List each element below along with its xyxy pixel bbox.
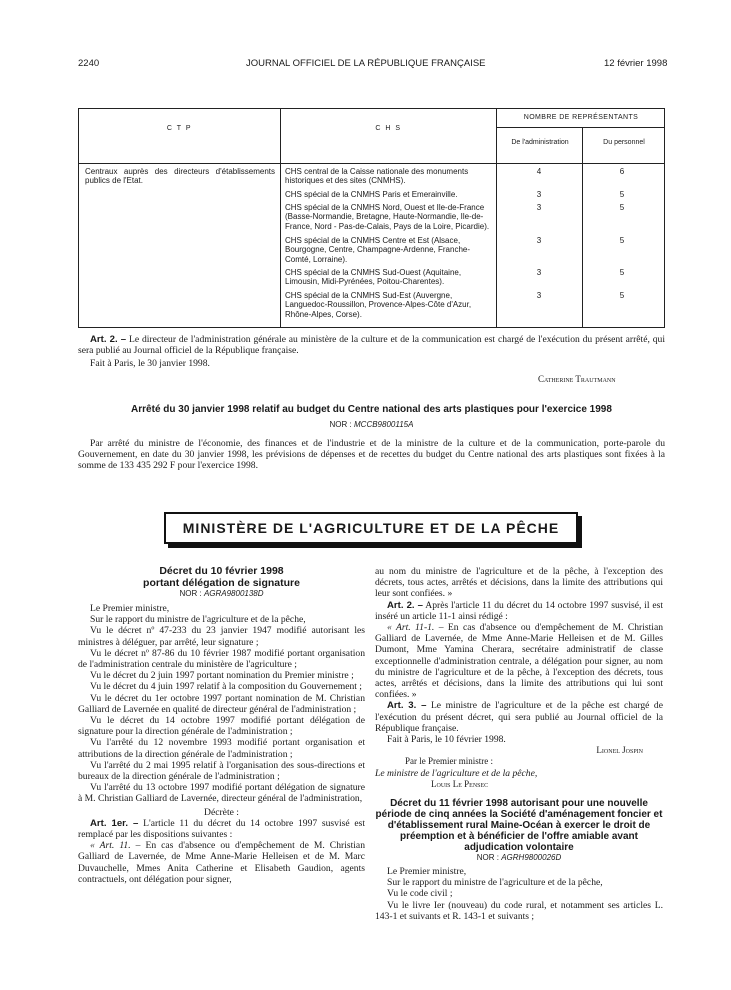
decret1-right-column xyxy=(375,566,663,922)
arrete-nor-label: NOR : xyxy=(329,420,352,429)
decret2-nor xyxy=(375,853,663,862)
decret1-art111-label: « Art. 11-1. – xyxy=(387,622,444,634)
page-number: 2240 xyxy=(78,58,100,69)
representatives-table xyxy=(78,108,665,328)
decret1-art1 xyxy=(78,818,365,840)
decret1-art11 xyxy=(78,840,365,885)
fait-a-paris-1: Fait à Paris, le 30 janvier 1998. xyxy=(90,358,210,369)
decret2-nor-label: NOR : xyxy=(476,853,499,863)
admin-row-5: 3 xyxy=(536,268,542,277)
decret1-art2-label: Art. 2. – xyxy=(387,599,424,611)
signature-jospin: Lionel Jospin xyxy=(596,745,643,756)
art2-culture xyxy=(78,334,665,356)
personnel-row-1: 6 xyxy=(619,167,625,176)
chs-row-2: CHS spécial de la CNMHS Paris et Emerainville. xyxy=(285,190,458,199)
chs-row-6: CHS spécial de la CNMHS Sud-Est (Auvergne, Languedoc-Roussillon, Provence-Alpes-Côte d'Azur, Rhône-Alpes, Corse). xyxy=(285,291,472,319)
header-date: 12 février 1998 xyxy=(604,58,668,69)
par-le-premier-ministre: Par le Premier ministre : xyxy=(405,756,493,767)
decret1-continuation: au nom du ministre de l'agriculture et de la pêche, à l'exception des décrets, tous actes, arrêtés et décisions, dans la limite des attributions qui leur sont confiées. » xyxy=(375,566,663,600)
journal-title: JOURNAL OFFICIEL DE LA RÉPUBLIQUE FRANÇAISE xyxy=(246,58,486,69)
col-header-representants: NOMBRE DE REPRÉSENTANTS xyxy=(523,114,639,121)
admin-row-2: 3 xyxy=(536,190,542,199)
decret1-art3-label: Art. 3. – xyxy=(387,700,427,712)
decret1-art11-label: « Art. 11. – xyxy=(90,840,141,852)
decret1-decrete: Décrète : xyxy=(204,806,239,818)
decret2-para-2: Sur le rapport du ministre de l'agriculture et de la pêche, xyxy=(387,877,603,889)
decret1-para-1: Le Premier ministre, xyxy=(90,603,170,614)
decret2-para-1: Le Premier ministre, xyxy=(387,866,467,878)
decret2-para-3: Vu le code civil ; xyxy=(387,888,453,900)
decret1-para-8: Vu le décret du 14 octobre 1997 modifié portant délégation de signature pour la direction générale de l'administration ; xyxy=(78,715,365,738)
personnel-row-5: 5 xyxy=(619,268,625,277)
decret1-para-3: Vu le décret nº 47-233 du 23 janvier 1947 modifié autorisant les ministres à déléguer, par arrêté, leur signature ; xyxy=(78,625,365,648)
arrete-text: Par arrêté du ministre de l'économie, des finances et de l'industrie et de la ministre de la culture et de la communication, porte-parole du Gouvernement, en date du 30 janvier 1998, les prévisions de dépenses et de recettes du budget du Centre national des arts plastiques sont fixées à la somme de 133 435 292 F pour l'exercice 1998. xyxy=(78,438,665,472)
decret1-para-11: Vu l'arrêté du 13 octobre 1997 modifié portant délégation de signature à M. Christian Galliard de Lavernée, directeur général de l'administration, xyxy=(78,782,365,805)
decret1-nor xyxy=(78,589,365,598)
decret2-para-4: Vu le livre Ier (nouveau) du code rural, et notamment ses articles L. 143-1 et suivants et R. 143-1 et suivants ; xyxy=(375,899,663,922)
signature-trautmann: Catherine Trautmann xyxy=(538,374,616,384)
decret1-title-line1: Décret du 10 février 1998 xyxy=(159,565,284,577)
art2-label: Art. 2. – xyxy=(90,334,127,345)
signature-le-pensec: Louis Le Pensec xyxy=(431,778,489,789)
col-header-chs: C H S xyxy=(375,125,402,132)
arrete-nor xyxy=(78,420,665,429)
chs-row-1: CHS central de la Caisse nationale des monuments historiques et des sites (CNMHS). xyxy=(285,167,469,186)
decret1-art111 xyxy=(375,622,663,700)
decret1-art1-text: L'article 11 du décret du 14 octobre 1997 susvisé est remplacé par les dispositions suivantes : xyxy=(78,817,365,841)
personnel-row-2: 5 xyxy=(619,190,625,199)
admin-row-6: 3 xyxy=(536,291,542,300)
chs-row-3: CHS spécial de la CNMHS Nord, Ouest et Ile-de-France (Basse-Normandie, Bretagne, Haute-Normandie, Ile-de-France, Nord - Pas-de-Calais, Pays de la Loire, Picardie). xyxy=(285,203,490,231)
chs-row-5: CHS spécial de la CNMHS Sud-Ouest (Aquitaine, Limousin, Midi-Pyrénées, Poitou-Charentes). xyxy=(285,268,462,287)
decret1-art111-text: En cas d'absence ou d'empêchement de M. Christian Galliard de Lavernée, de Mme Anne-Marie Helleisen et de M. Gilles Dumont, Mme Yamina Cherara, secrétaire administratif de classe exceptionnelle d'administration centrale, a délégation pour signer, au nom du ministre de l'agriculture et de la pêche, à l'exception des décrets, tous actes, arrêtés et décisions, dans la limite des attributions qui lui sont confiées. » xyxy=(375,622,663,701)
col-header-ctp: C T P xyxy=(166,125,193,132)
personnel-row-3: 5 xyxy=(619,203,625,212)
decret1-nor-label: NOR : xyxy=(179,589,202,598)
col-header-admin: De l'administration xyxy=(511,139,569,146)
personnel-row-6: 5 xyxy=(619,291,625,300)
decret1-para-9: Vu l'arrêté du 12 novembre 1993 modifié portant organisation et attributions de la direction générale de l'administration ; xyxy=(78,737,365,760)
decret2-nor-code: AGRH9800026D xyxy=(501,853,562,863)
col-header-personnel: Du personnel xyxy=(603,139,645,146)
arrete-title: Arrêté du 30 janvier 1998 relatif au budget du Centre national des arts plastiques pour l'exercice 1998 xyxy=(131,404,612,415)
admin-row-3: 3 xyxy=(536,203,542,212)
decret1-para-4: Vu le décret nº 87-86 du 10 février 1987 modifié portant organisation de l'administration centrale du ministère de l'agriculture ; xyxy=(78,647,365,671)
decret1-art2-text: Après l'article 11 du décret du 14 octobre 1997 susvisé, il est inséré un article 11-1 ainsi rédigé : xyxy=(375,599,663,622)
decret1-art3 xyxy=(375,700,663,734)
ctp-cell: Centraux auprès des directeurs d'établissements publics de l'Etat. xyxy=(85,167,275,186)
decret1-left-column xyxy=(78,566,365,885)
decret2-title: Décret du 11 février 1998 autorisant pour une nouvelle période de cinq années la Société d'aménagement foncier et d'établissement rural Maine-Océan à exercer le droit de préemption et à bénéficier de l'offre amiable avant adjudication volontaire xyxy=(375,798,663,854)
chs-row-4: CHS spécial de la CNMHS Centre et Est (Alsace, Bourgogne, Centre, Champagne-Ardenne, Franche-Comté, Lorraine). xyxy=(285,236,470,264)
decret1-para-7: Vu le décret du 1er octobre 1997 portant nomination de M. Christian Galliard de Lavernée en qualité de directeur général de l'administration ; xyxy=(78,692,365,715)
decret1-para-2: Sur le rapport du ministre de l'agriculture et de la pêche, xyxy=(90,614,306,626)
decret1-para-5: Vu le décret du 2 juin 1997 portant nomination du Premier ministre ; xyxy=(90,670,354,682)
decret1-art1-label: Art. 1er. – xyxy=(90,817,139,829)
personnel-row-4: 5 xyxy=(619,236,625,245)
decret1-art3-text: Le ministre de l'agriculture et de la pêche est chargé de l'exécution du présent décret, qui sera publié au Journal officiel de la République française. xyxy=(375,700,663,734)
decret1-title-line2: portant délégation de signature xyxy=(143,576,300,589)
admin-row-1: 4 xyxy=(536,167,542,176)
ministry-banner: MINISTÈRE DE L'AGRICULTURE ET DE LA PÊCHE xyxy=(164,512,578,544)
minister-title: Le ministre de l'agriculture et de la pêche, xyxy=(375,767,538,779)
decret1-art11-text: En cas d'absence ou d'empêchement de M. Christian Galliard de Lavernée, de Mme Anne-Marie Helleisen et de M. Marc Duvauchelle, Mmes Anita Catherine et Elisabeth Gaudion, agents contractuels, ont délégation pour signer, xyxy=(78,840,365,885)
decret1-para-6: Vu le décret du 4 juin 1997 relatif à la composition du Gouvernement ; xyxy=(90,681,362,693)
decret1-fait: Fait à Paris, le 10 février 1998. xyxy=(387,734,506,746)
decret1-art2 xyxy=(375,600,663,622)
decret1-para-10: Vu l'arrêté du 2 mai 1995 relatif à l'organisation des sous-directions et bureaux de la direction générale de l'administration ; xyxy=(78,759,365,783)
decret1-nor-code: AGRA9800138D xyxy=(203,589,264,598)
admin-row-4: 3 xyxy=(536,236,542,245)
art2-text: Le directeur de l'administration générale au ministère de la culture et de la communication est chargé de l'exécution du présent arrêté, qui sera publié au Journal officiel de la République française. xyxy=(78,334,665,357)
arrete-nor-code: MCCB9800115A xyxy=(354,420,414,429)
